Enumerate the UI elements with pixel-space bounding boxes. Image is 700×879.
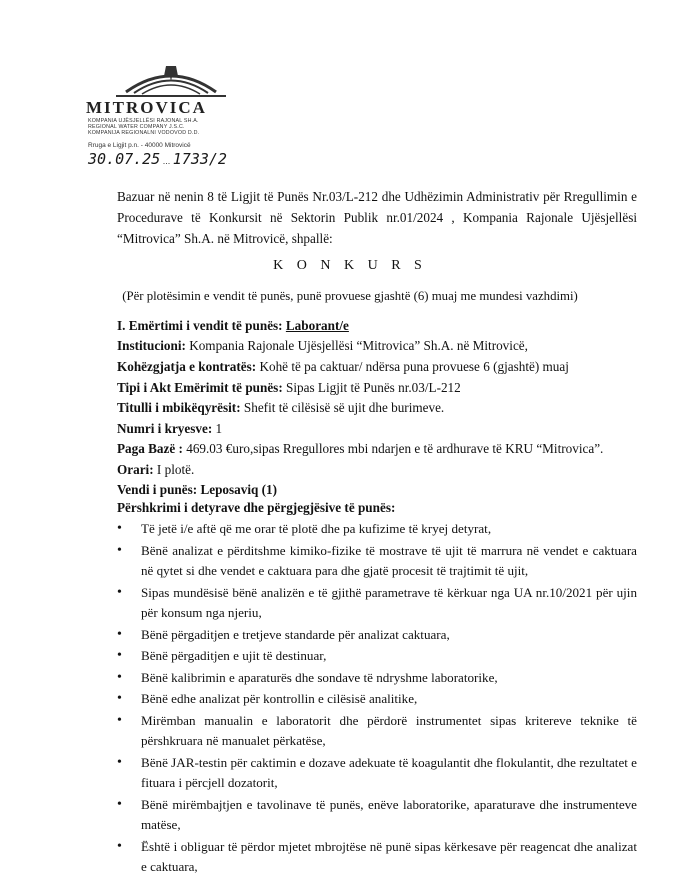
company-address: Rruga e Ligjit p.n. - 40000 Mitrovicë <box>88 142 191 149</box>
field-contract-duration <box>117 359 569 375</box>
list-item: • Të jetë i/e aftë që me orar të plotë dhe pa kufizime të kryej detyrat, <box>117 519 637 540</box>
field-label: Tipi i Akt Emërimit të punës: <box>117 380 287 395</box>
company-line: KOMPANIJA REGIONALNI VODOVOD D.D. <box>88 130 200 137</box>
field-label: Paga Bazë : <box>117 441 187 456</box>
field-supervisor <box>117 400 444 416</box>
duties-heading-text: Përshkrimi i detyrave dhe përgjegjësive të punës: <box>117 500 396 515</box>
company-line: KOMPANIA UJËSJELLËSI RAJONAL SH.A. <box>88 118 199 124</box>
field-value: I plotë. <box>156 462 195 477</box>
field-value: Laborant/e <box>285 318 349 333</box>
reference-number: 1733/2 <box>172 150 227 168</box>
company-names <box>88 118 199 137</box>
field-value: Kohë të pa caktuar/ ndërsa puna provuese 6 (gjashtë) muaj <box>259 359 569 374</box>
list-item: • Bënë JAR-testin për caktimin e dozave adekuate të koagulantit dhe flokulantit, dhe rezultatet e fituara i përcjell dozatorit, <box>117 753 637 794</box>
list-item: • Është i obliguar të përdor mjetet mbrojtëse në punë sipas kërkesave për reagencat dhe analizat e caktuara, <box>117 837 637 878</box>
company-logo <box>86 62 256 102</box>
field-value: Sipas Ligjit të Punës nr.03/L-212 <box>286 380 461 395</box>
company-line: REGIONAL WATER COMPANY J.S.C. <box>88 124 185 131</box>
field-label: Institucioni: <box>117 338 190 353</box>
field-number-of-positions <box>117 421 222 437</box>
field-label: Orari: <box>117 462 157 477</box>
document-subtitle: (Për plotësimin e vendit të punës, punë provuese gjashtë (6) muaj me mundesi vazhdimi) <box>122 289 578 303</box>
field-schedule <box>117 462 194 478</box>
document-title: K O N K U R S <box>273 258 427 273</box>
field-value: Kompania Rajonale Ujësjellësi “Mitrovica” Sh.A. në Mitrovicë, <box>189 338 528 353</box>
reference-stamp: 30.07.25 ... 1733/2 <box>88 150 227 168</box>
list-item: • Sipas mundësisë bënë analizën e të gjithë parametrave të kërkuar nga UA nr.10/2021 për ujin për konsum nga njeriu, <box>117 583 637 624</box>
field-value: Shefit të cilësisë së ujit dhe burimeve. <box>243 400 445 415</box>
field-work-location <box>117 482 277 498</box>
field-value: 469.03 €uro,sipas Rregullores mbi ndarjen e të ardhurave të KRU “Mitrovica”. <box>186 441 604 456</box>
field-label: Titulli i mbikëqyrësit: <box>117 400 244 415</box>
list-item: • Bënë analizat e përditshme kimiko-fizike të mostrave të ujit të marrura në vendet e caktuara në qytet si dhe vendet e caktuara para dhe gjatë procesit të trajtimit të ujit, <box>117 541 637 582</box>
field-label: Vendi i punës: <box>117 482 201 497</box>
list-item: • Bënë përgaditjen e tretjeve standarde për analizat caktuara, <box>117 625 637 646</box>
list-item: • Bënë edhe analizat për kontrollin e cilësisë analitike, <box>117 689 637 710</box>
field-institution <box>117 338 528 354</box>
duties-list <box>117 519 637 879</box>
list-item: • Mirëmban manualin e laboratorit dhe përdorë instrumentet sipas kritereve teknike të përshkruara në manualet përkatëse, <box>117 711 637 752</box>
field-position-name <box>117 318 349 334</box>
brand-name: MITROVICA <box>86 98 207 117</box>
field-value: 1 <box>215 421 223 436</box>
field-label: I. Emërtimi i vendit të punës: <box>117 318 286 333</box>
field-value: Leposaviq (1) <box>200 482 278 497</box>
reference-date: 30.07.25 <box>88 150 161 168</box>
field-base-salary <box>117 441 603 457</box>
field-label: Numri i kryesve: <box>117 421 216 436</box>
list-item: • Bënë mirëmbajtjen e tavolinave të punës, enëve laboratorike, aparaturave dhe instrumenteve matëse, <box>117 795 637 836</box>
field-appointment-type <box>117 380 461 396</box>
list-item: • Bënë kalibrimin e aparaturës dhe sondave të ndryshme laboratorike, <box>117 668 637 689</box>
water-drop-logo-icon <box>86 62 256 102</box>
intro-paragraph: Bazuar në nenin 8 të Ligjit të Punës Nr.03/L-212 dhe Udhëzimin Administrativ për Rregullimin e Procedurave të Konkursit në Sektorin Publik nr.01/2024 , Kompania Rajonale Ujësjellësi “Mitrovica” Sh.A. në Mitrovicë, shpallë: <box>117 189 637 246</box>
list-item: • Bënë përgaditjen e ujit të destinuar, <box>117 646 637 667</box>
field-label: Kohëzgjatja e kontratës: <box>117 359 260 374</box>
duties-heading <box>117 500 395 516</box>
